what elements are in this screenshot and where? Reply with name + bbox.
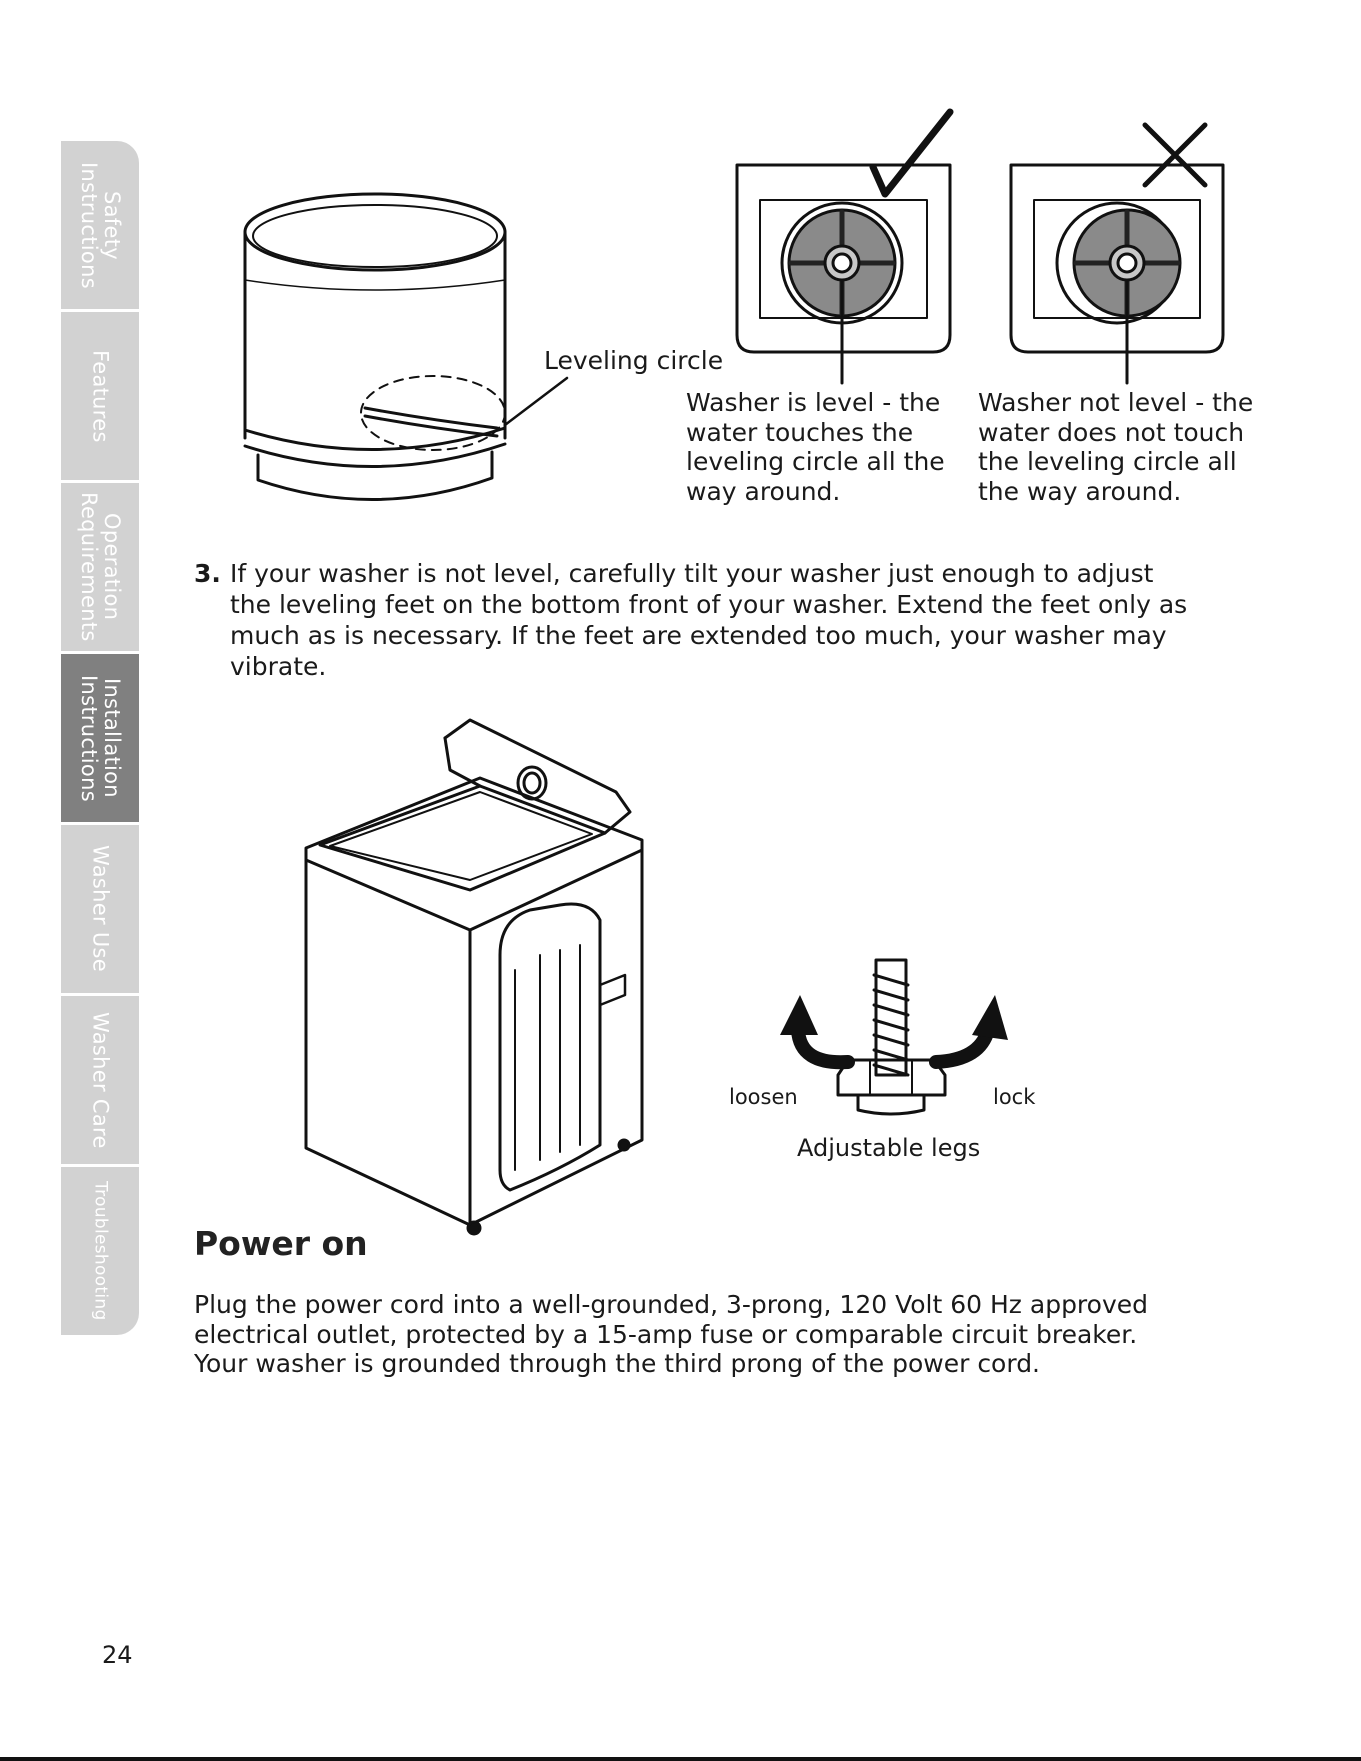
tab-label: Operation Requirements: [77, 492, 124, 642]
adjustable-legs-caption: Adjustable legs: [797, 1134, 981, 1162]
power-on-paragraph: Plug the power cord into a well-grounded, 3-prong, 120 Volt 60 Hz approved electrical outlet, protected by a 15-amp fuse or comparable circuit breaker. Your washer is grounded through the third prong of the power cord.: [194, 1290, 1149, 1378]
not-level-caption: Washer not level - the water does not touch the leveling circle all the way around.: [978, 388, 1254, 506]
tub-illustration: [245, 194, 567, 500]
leveling-circle-label: Leveling circle: [544, 346, 724, 375]
step-number: 3.: [194, 559, 221, 588]
tab-label: Washer Care: [88, 1011, 113, 1149]
level-caption: Washer is level - the water touches the leveling circle all the way around.: [686, 388, 945, 506]
washer-illustration: [306, 720, 642, 1234]
tab-label: Safety Instructions: [77, 161, 124, 289]
loosen-label: loosen: [729, 1085, 798, 1109]
tab-label: Installation Instructions: [77, 674, 124, 802]
step-3: [194, 558, 1194, 682]
tab-label: Features: [88, 349, 113, 443]
page-bottom-rule: [0, 1757, 1361, 1761]
tab-label: Troubleshooting: [90, 1181, 111, 1321]
section-heading-power-on: Power on: [194, 1224, 368, 1263]
loosen-arrow: [780, 995, 848, 1062]
step-text: If your washer is not level, carefully tilt your washer just enough to adjust the leveling feet on the bottom front of your washer. Extend the feet only as much as is necessary. If the feet are extended too much, your washer may vibrate.: [230, 559, 1188, 681]
level-washer-view: [737, 112, 950, 383]
lock-label: lock: [993, 1085, 1036, 1109]
tab-label: Washer Use: [88, 845, 113, 973]
not-level-washer-view: [1011, 125, 1223, 383]
lock-arrow: [936, 995, 1008, 1062]
adjustable-leg-illustration: [838, 960, 945, 1114]
page-number: 24: [102, 1641, 133, 1669]
